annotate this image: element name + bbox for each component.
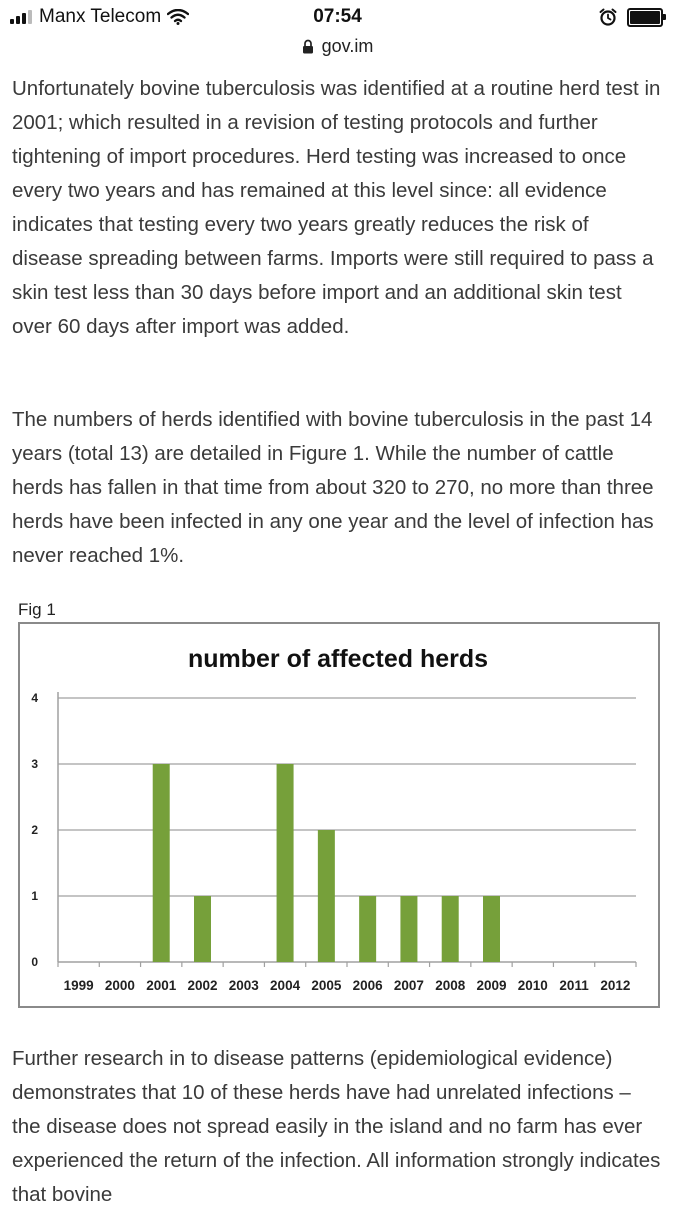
chart-svg — [18, 622, 660, 1008]
chart-y-tick-label: 2 — [31, 823, 38, 837]
article-paragraph-3: Further research in to disease patterns (epidemiological evidence) demonstrates that 10 of these herds have had unrelated infections – the disease does not spread easily in the island and no farm has ever experienced the return of the infection. All information strongly indicates that bovine — [12, 1047, 661, 1206]
chart-bar-2009 — [483, 896, 500, 962]
chart-y-tick-label: 4 — [31, 691, 38, 705]
chart-x-tick-label: 2008 — [435, 978, 466, 993]
chart-x-tick-label: 2000 — [104, 978, 135, 993]
status-time: 07:54 — [313, 6, 362, 27]
chart-bar-2008 — [442, 896, 459, 962]
article-paragraph-2: The numbers of herds identified with bovine tuberculosis in the past 14 years (total 13) are detailed in Figure 1. While the number of cattle herds has fallen in that time from about 320 to 270, no more than three herds have been infected in any one year and the level of infection has never reached 1%. — [12, 408, 654, 567]
carrier-name: Manx Telecom — [39, 6, 162, 27]
article-paragraph-1: Unfortunately bovine tuberculosis was identified at a routine herd test in 2001; which resulted in a revision of testing protocols and further tightening of import procedures. Herd testing was increased to once every two years and has remained at this level since: all evidence indicates that testing every two years greatly reduces the risk of disease spreading between farms. Imports were still required to pass a skin test less than 30 days before import and an additional skin test over 60 days after import was added. — [12, 77, 661, 338]
chart-bar-2005 — [318, 830, 335, 962]
url-bar[interactable] — [0, 32, 675, 60]
status-left — [0, 6, 189, 28]
chart-y-tick-label: 1 — [31, 889, 38, 903]
chart-bar-2004 — [277, 764, 294, 962]
chart-y-tick-label: 0 — [31, 955, 38, 969]
chart-y-tick-label: 3 — [31, 757, 38, 771]
chart-x-tick-label: 2007 — [393, 978, 424, 993]
figure-chart — [18, 622, 660, 1008]
battery-icon — [627, 8, 663, 27]
chart-x-tick-label: 2006 — [352, 978, 383, 993]
chart-x-tick-label: 2002 — [187, 978, 218, 993]
chart-x-tick-label: 2005 — [311, 978, 342, 993]
chart-x-tick-label: 2004 — [270, 978, 301, 993]
figure-label: Fig 1 — [18, 600, 56, 619]
chart-x-tick-label: 2011 — [559, 978, 589, 993]
chart-x-tick-label: 2010 — [517, 978, 548, 993]
chart-bar-2001 — [153, 764, 170, 962]
url-domain[interactable]: gov.im — [321, 35, 374, 56]
alarm-icon — [599, 8, 617, 26]
chart-x-tick-label: 2003 — [228, 978, 259, 993]
chart-bar-2007 — [400, 896, 417, 962]
lock-icon — [302, 39, 314, 54]
chart-frame — [19, 623, 659, 1007]
chart-title: number of affected herds — [187, 645, 489, 673]
status-right — [599, 8, 675, 27]
signal-icon — [10, 10, 32, 24]
chart-x-tick-label: 2012 — [600, 978, 631, 993]
chart-x-tick-label: 1999 — [63, 978, 94, 993]
chart-bar-2006 — [359, 896, 376, 962]
chart-x-tick-label: 2009 — [476, 978, 507, 993]
wifi-icon — [167, 9, 189, 25]
chart-x-tick-label: 2001 — [146, 978, 177, 993]
chart-bar-2002 — [194, 896, 211, 962]
status-bar — [0, 0, 675, 34]
